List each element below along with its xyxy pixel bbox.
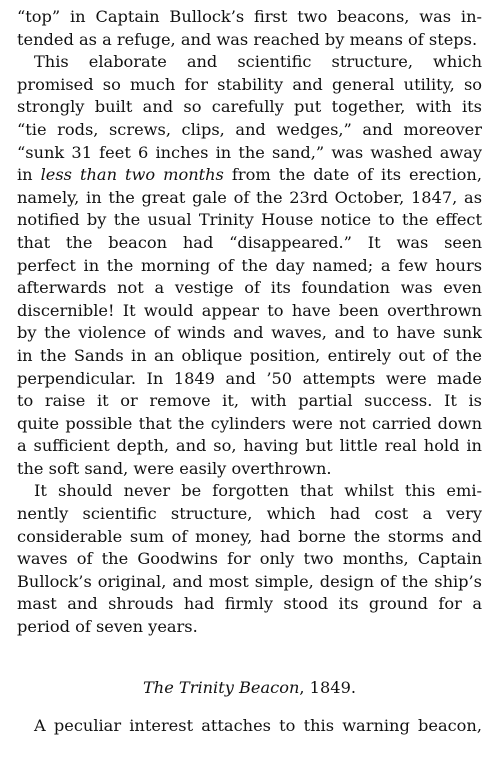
text-line: promised so much for stability and general utility, so: [17, 74, 482, 94]
text-line: Bullock’s original, and most simple, design of the ship’s: [17, 571, 482, 591]
text-run: in: [17, 165, 41, 185]
text-line: period of seven years.: [17, 617, 198, 637]
heading-title: The Trinity Beacon: [142, 677, 300, 697]
document-page: [17, 6, 482, 738]
text-line: waves of the Goodwins for only two months, Captain: [17, 549, 482, 569]
text-line: “tie rods, screws, clips, and wedges,” and moreover: [17, 119, 482, 139]
paragraph-ship-mast: [17, 480, 482, 638]
emphasis-text: less than two months: [40, 165, 224, 185]
text-line: A peculiar interest attaches to this warning beacon,: [34, 716, 482, 736]
section-heading: [17, 677, 482, 700]
text-line: discernible! It would appear to have been overthrown: [17, 300, 482, 320]
text-line: notified by the usual Trinity House notice to the effect: [17, 210, 482, 230]
text-line: the soft sand, were easily overthrown.: [17, 458, 332, 478]
text-line: that the beacon had “disappeared.” It was seen: [17, 232, 482, 252]
text-line: strongly built and so carefully put together, with its: [17, 97, 482, 117]
text-run: from the date of its erection,: [223, 165, 482, 185]
text-line: perfect in the morning of the day named; a few hours: [17, 255, 482, 275]
text-line: considerable sum of money, had borne the storms and: [17, 526, 482, 546]
text-line: namely, in the great gale of the 23rd October, 1847, as: [17, 187, 482, 207]
paragraph-beacon-structure: [17, 51, 482, 480]
paragraph-continuation: [17, 6, 482, 51]
text-line: quite possible that the cylinders were not carried down: [17, 413, 482, 433]
text-line: This elaborate and scientific structure, which: [34, 52, 482, 72]
text-line: in the Sands in an oblique position, entirely out of the: [17, 345, 482, 365]
paragraph-final: [17, 715, 482, 738]
text-line: nently scientific structure, which had cost a very: [17, 504, 482, 524]
text-line: tended as a refuge, and was reached by means of steps.: [17, 29, 478, 49]
text-line: It should never be forgotten that whilst this emi-: [34, 481, 482, 501]
text-line: “sunk 31 feet 6 inches in the sand,” was washed away: [17, 142, 482, 162]
text-line: perpendicular. In 1849 and ’50 attempts were made: [17, 368, 482, 388]
text-line: a sufficient depth, and so, having but little real hold in: [17, 436, 482, 456]
text-line: by the violence of winds and waves, and to have sunk: [17, 323, 482, 343]
text-line: to raise it or remove it, with partial success. It is: [17, 391, 482, 411]
heading-year: , 1849.: [299, 677, 357, 697]
text-line-with-emphasis: [17, 164, 482, 187]
text-line: “top” in Captain Bullock’s first two beacons, was in-: [17, 7, 482, 26]
text-line: mast and shrouds had firmly stood its ground for a: [17, 594, 482, 614]
text-line: afterwards not a vestige of its foundation was even: [17, 278, 482, 298]
